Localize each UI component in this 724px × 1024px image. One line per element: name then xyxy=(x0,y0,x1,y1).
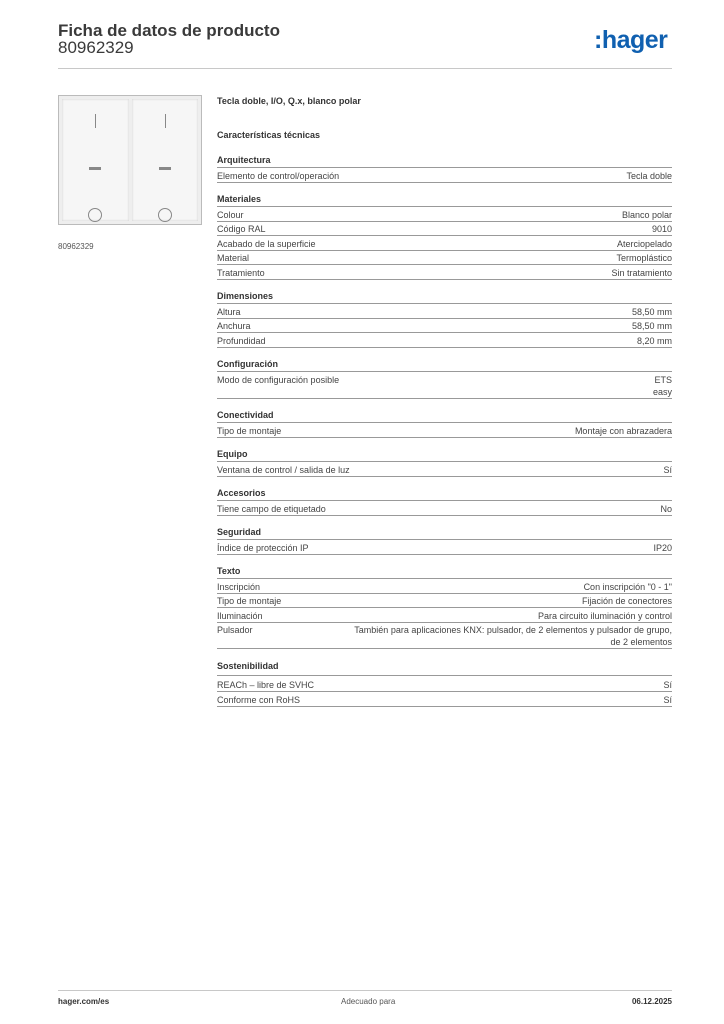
spec-value: 58,50 mm xyxy=(631,321,672,331)
rocker-key-left xyxy=(62,99,129,221)
section-heading: Materiales xyxy=(217,192,672,207)
spec-row xyxy=(217,579,672,594)
spec-value: Sí xyxy=(663,694,672,705)
spec-row xyxy=(217,236,672,251)
spec-value: ETS easy xyxy=(652,374,672,397)
spec-value: También para aplicaciones KNX: pulsador, de 2 elementos y pulsador de grupo, de 2 elementos xyxy=(354,625,672,647)
spec-label: Profundidad xyxy=(217,335,266,346)
spec-label: Iluminación xyxy=(217,610,263,621)
spec-row xyxy=(217,692,672,707)
spec-value: Sin tratamiento xyxy=(611,267,672,278)
spec-label: Altura xyxy=(217,306,241,317)
spec-label: Inscripción xyxy=(217,581,261,592)
spec-label: Tiene campo de etiquetado xyxy=(217,503,326,514)
spec-row xyxy=(217,333,672,348)
spec-value: IP20 xyxy=(653,542,672,553)
spec-row xyxy=(217,372,672,399)
section-heading: Dimensiones xyxy=(217,289,672,304)
spec-value: Aterciopelado xyxy=(616,238,672,249)
spec-row xyxy=(217,222,672,237)
led-window-icon xyxy=(159,167,171,170)
section-heading: Conectividad xyxy=(217,408,672,423)
spec-row xyxy=(217,623,672,650)
spec-value: Montaje con abrazadera xyxy=(574,425,672,436)
spec-section xyxy=(217,564,672,649)
rocker-key-right xyxy=(132,99,199,221)
spec-label: Material xyxy=(217,253,250,263)
spec-label: Pulsador xyxy=(217,625,253,635)
spec-value: No xyxy=(660,503,672,514)
spec-value: Blanco polar xyxy=(621,209,672,220)
spec-label: Anchura xyxy=(217,321,251,331)
section-heading: Equipo xyxy=(217,447,672,462)
hager-logo: :hager xyxy=(594,26,668,54)
spec-value: Con inscripción "0 - 1" xyxy=(583,581,672,592)
spec-label: Código RAL xyxy=(217,224,266,234)
spec-value: 9010 xyxy=(651,224,672,234)
specs-table xyxy=(217,153,672,716)
led-window-icon xyxy=(89,167,101,170)
section-heading: Texto xyxy=(217,564,672,579)
footer-website-link[interactable]: hager.com/es xyxy=(58,997,110,1006)
spec-label: Modo de configuración posible xyxy=(217,374,340,385)
spec-section xyxy=(217,525,672,555)
spec-row xyxy=(217,462,672,477)
section-heading: Configuración xyxy=(217,357,672,372)
header-divider xyxy=(58,68,672,69)
spec-section xyxy=(217,659,672,707)
spec-section xyxy=(217,408,672,438)
spec-label: Ventana de control / salida de luz xyxy=(217,464,350,475)
section-heading: Seguridad xyxy=(217,525,672,540)
spec-row xyxy=(217,251,672,266)
off-symbol-icon xyxy=(88,208,102,222)
footer-date: 06.12.2025 xyxy=(631,997,672,1006)
spec-row xyxy=(217,319,672,334)
spec-row xyxy=(217,207,672,222)
spec-label: Elemento de control/operación xyxy=(217,170,340,181)
product-image xyxy=(58,95,202,225)
section-heading: Sostenibilidad xyxy=(217,659,672,676)
spec-section xyxy=(217,289,672,348)
spec-value: Fijación de conectores xyxy=(581,596,672,606)
spec-label: Tratamiento xyxy=(217,267,265,278)
spec-row xyxy=(217,168,672,183)
spec-section xyxy=(217,486,672,516)
spec-row xyxy=(217,608,672,623)
spec-row xyxy=(217,540,672,555)
section-heading: Accesorios xyxy=(217,486,672,501)
spec-section xyxy=(217,192,672,280)
spec-row xyxy=(217,594,672,609)
spec-section xyxy=(217,357,672,399)
spec-label: Tipo de montaje xyxy=(217,596,282,606)
spec-label: Colour xyxy=(217,209,244,220)
spec-label: Índice de protección IP xyxy=(217,542,309,553)
spec-section xyxy=(217,447,672,477)
footer-divider xyxy=(58,990,672,991)
spec-label: Acabado de la superficie xyxy=(217,238,316,249)
spec-value: 58,50 mm xyxy=(631,306,672,317)
spec-row xyxy=(217,678,672,693)
product-code: 80962329 xyxy=(58,38,134,57)
spec-value: 8,20 mm xyxy=(636,335,672,346)
spec-label: REACh – libre de SVHC xyxy=(217,680,315,690)
spec-label: Tipo de montaje xyxy=(217,425,282,436)
spec-value: Sí xyxy=(663,464,672,475)
spec-row xyxy=(217,501,672,516)
spec-value: Termoplástico xyxy=(616,253,672,263)
image-caption: 80962329 xyxy=(58,242,94,251)
spec-value: Tecla doble xyxy=(626,170,672,181)
spec-value: Para circuito iluminación y control xyxy=(537,610,672,621)
section-heading: Arquitectura xyxy=(217,153,672,168)
specs-title: Características técnicas xyxy=(217,130,321,140)
off-symbol-icon xyxy=(158,208,172,222)
spec-value: Sí xyxy=(663,680,672,690)
spec-row xyxy=(217,423,672,438)
on-symbol-icon xyxy=(95,114,96,128)
page-title: Ficha de datos de producto xyxy=(58,21,280,40)
spec-row xyxy=(217,265,672,280)
spec-section xyxy=(217,153,672,183)
on-symbol-icon xyxy=(165,114,166,128)
spec-label: Conforme con RoHS xyxy=(217,694,301,705)
spec-row xyxy=(217,304,672,319)
footer-note: Adecuado para xyxy=(341,997,396,1006)
product-name: Tecla doble, I/O, Q.x, blanco polar xyxy=(217,96,361,106)
